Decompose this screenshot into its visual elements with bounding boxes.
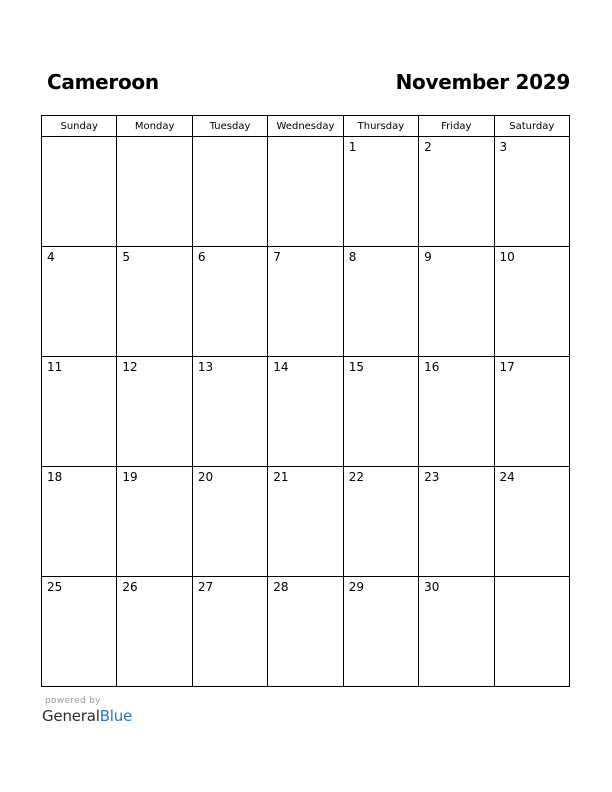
country-title: Cameroon [47, 70, 159, 94]
day-number: 7 [273, 250, 281, 264]
weekday-header: Monday [117, 116, 192, 137]
day-cell [343, 247, 418, 357]
day-number [495, 577, 569, 580]
week-row [42, 137, 570, 247]
day-cell [192, 137, 267, 247]
day-number: 8 [348, 250, 357, 264]
day-number [268, 137, 342, 140]
day-number: 10 [499, 250, 515, 264]
day-number: 11 [47, 360, 63, 374]
day-cell [117, 247, 192, 357]
day-cell [494, 577, 569, 687]
day-number: 23 [424, 470, 440, 484]
day-cell [343, 137, 418, 247]
day-cell [192, 467, 267, 577]
day-number: 26 [122, 580, 138, 594]
day-number: 1 [348, 140, 357, 154]
day-cell [268, 577, 343, 687]
day-cell [494, 357, 569, 467]
day-number: 21 [273, 470, 289, 484]
day-cell [117, 577, 192, 687]
day-number: 16 [424, 360, 440, 374]
weekday-header: Wednesday [268, 116, 343, 137]
weekday-header: Thursday [343, 116, 418, 137]
day-cell [42, 357, 117, 467]
day-cell [494, 247, 569, 357]
day-cell [192, 577, 267, 687]
week-row [42, 357, 570, 467]
day-number: 28 [273, 580, 289, 594]
day-cell [268, 357, 343, 467]
day-cell [419, 577, 494, 687]
powered-by-label: powered by [45, 696, 101, 706]
day-number [42, 137, 116, 140]
week-row [42, 577, 570, 687]
day-cell [192, 357, 267, 467]
day-number: 19 [122, 470, 138, 484]
day-cell [268, 467, 343, 577]
day-number: 14 [273, 360, 289, 374]
day-cell [268, 137, 343, 247]
day-cell [117, 137, 192, 247]
brand-name-general: General [42, 707, 100, 725]
day-number: 15 [348, 360, 364, 374]
day-number [193, 137, 267, 140]
weekday-header-row [42, 116, 570, 137]
day-cell [268, 247, 343, 357]
day-cell [42, 137, 117, 247]
day-number: 2 [424, 140, 432, 154]
month-year-title: November 2029 [395, 70, 570, 94]
week-row [42, 247, 570, 357]
day-number: 20 [197, 470, 214, 484]
brand-name-blue: Blue [99, 707, 133, 725]
day-cell [494, 467, 569, 577]
day-cell [419, 357, 494, 467]
day-cell [419, 467, 494, 577]
weekday-header: Saturday [494, 116, 569, 137]
brand-logo [42, 707, 132, 725]
day-number: 30 [424, 580, 440, 594]
day-cell [42, 247, 117, 357]
day-cell [42, 577, 117, 687]
weekday-header: Sunday [42, 116, 117, 137]
day-number: 17 [499, 360, 515, 374]
day-number [117, 137, 191, 140]
day-cell [419, 247, 494, 357]
day-number: 12 [122, 360, 138, 374]
day-cell [343, 467, 418, 577]
day-number: 29 [348, 580, 364, 594]
branding-footer [42, 696, 132, 725]
day-cell [419, 137, 494, 247]
weekday-header: Friday [419, 116, 494, 137]
day-cell [343, 357, 418, 467]
day-cell [42, 467, 117, 577]
day-number: 9 [424, 250, 432, 264]
day-number: 24 [499, 470, 515, 484]
day-number: 25 [47, 580, 63, 594]
calendar-header [41, 70, 570, 100]
day-cell [343, 577, 418, 687]
week-row [42, 467, 570, 577]
day-number: 3 [499, 140, 508, 154]
calendar-grid [41, 115, 570, 687]
day-number: 27 [197, 580, 214, 594]
day-cell [494, 137, 569, 247]
day-cell [192, 247, 267, 357]
day-number: 22 [348, 470, 364, 484]
day-number: 18 [47, 470, 63, 484]
weekday-header: Tuesday [192, 116, 267, 137]
day-number: 6 [197, 250, 206, 264]
day-number: 5 [122, 250, 131, 264]
day-number: 13 [197, 360, 214, 374]
day-cell [117, 467, 192, 577]
day-cell [117, 357, 192, 467]
day-number: 4 [47, 250, 55, 264]
